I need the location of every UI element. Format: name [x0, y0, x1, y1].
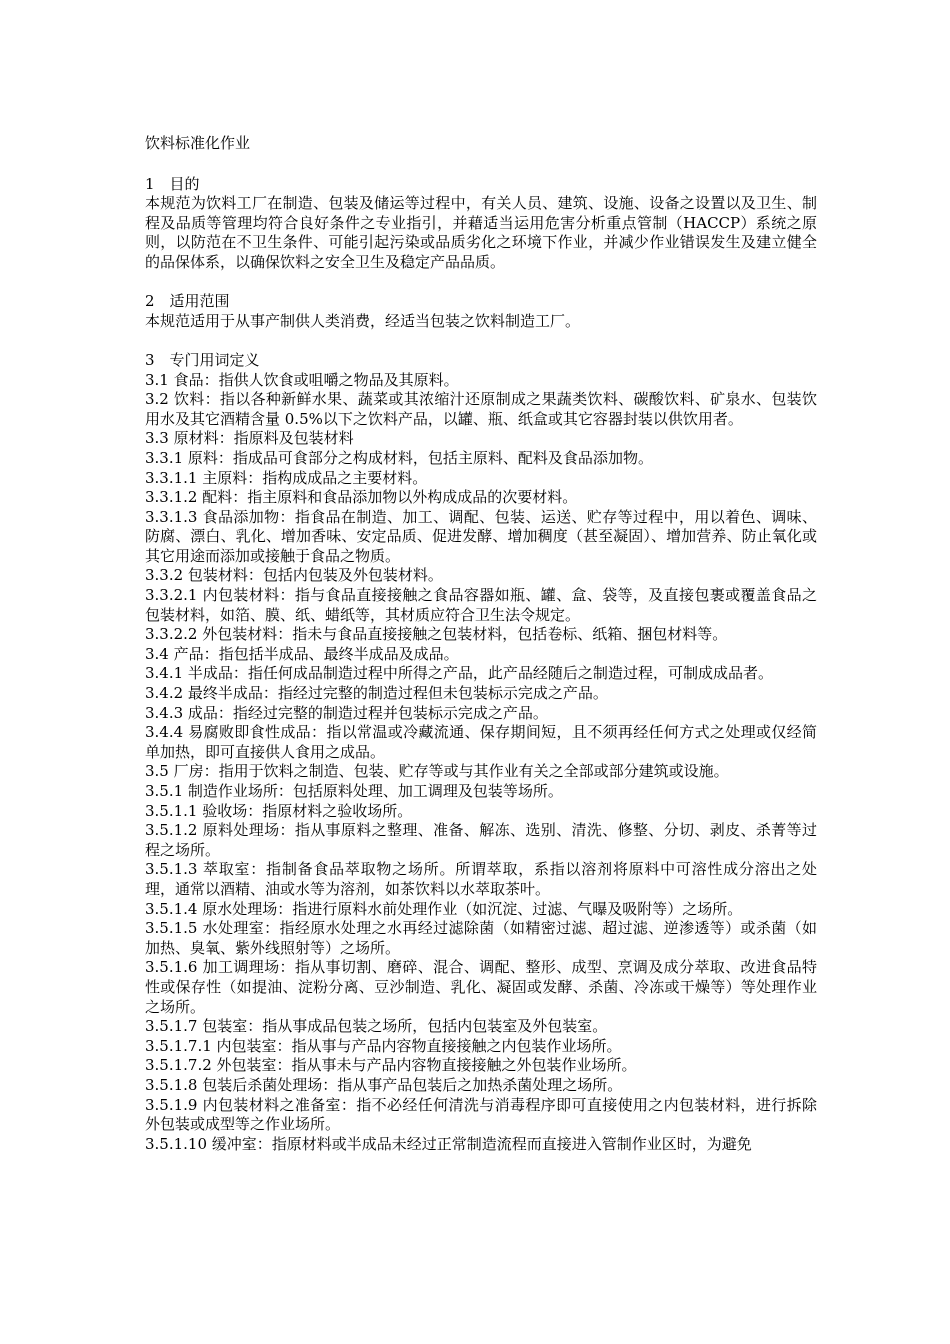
definition-item: 3.5.1.3 萃取室：指制备食品萃取物之场所。所谓萃取，系指以溶剂将原料中可溶性成分溶出之处理，通常以酒精、油或水等为溶剂，如茶饮料以水萃取茶叶。	[145, 860, 817, 898]
definition-item: 3.5.1.7.1 内包装室：指从事与产品内容物直接接触之内包装作业场所。	[145, 1036, 622, 1055]
definition-item: 3.2 饮料：指以各种新鲜水果、蔬菜或其浓缩汁还原制成之果蔬类饮料、碳酸饮料、矿泉水、包装饮用水及其它酒精含量 0.5%以下之饮料产品，以罐、瓶、纸盒或其它容器封装以供饮用者。	[145, 390, 817, 428]
section-1-body: 本规范为饮料工厂在制造、包装及储运等过程中，有关人员、建筑、设施、设备之设置以及卫生、制程及品质等管理均符合良好条件之专业指引，并藉适当运用危害分析重点管制（HACCP）系统之原则，以防范在不卫生条件、可能引起污染或品质劣化之环境下作业，并减少作业错误发生及建立健全的品保体系，以确保饮料之安全卫生及稳定产品品质。	[145, 194, 817, 271]
document-title: 饮料标准化作业	[145, 134, 251, 152]
section-2-heading: 2 适用范围	[145, 292, 230, 311]
definition-item: 3.5.1.7.2 外包装室：指从事未与产品内容物直接接触之外包装作业场所。	[145, 1056, 637, 1075]
definition-item: 3.3.1.3 食品添加物：指食品在制造、加工、调配、包装、运送、贮存等过程中，用以着色、调味、防腐、漂白、乳化、增加香味、安定品质、促进发酵、增加稠度（甚至凝固）、增加营养、防止氧化或其它用途而添加或接触于食品之物质。	[145, 507, 817, 565]
definition-item: 3.5.1.4 原水处理场：指进行原料水前处理作业（如沉淀、过滤、气曝及吸附等）之场所。	[145, 899, 743, 918]
spacer	[145, 273, 817, 293]
spacer	[145, 331, 817, 351]
definition-item: 3.5.1.9 内包装材料之准备室：指不必经任何清洗与消毒程序即可直接使用之内包装材料，进行拆除外包装或成型等之作业场所。	[145, 1095, 817, 1134]
definition-item: 3.5.1.6 加工调理场：指从事切割、磨碎、混合、调配、整形、成型、烹调及成分萃取、改进食品特性或保存性（如提油、淀粉分离、豆沙制造、乳化、凝固或发酵、杀菌、冷冻或干燥等）等处理作业之场所。	[145, 958, 817, 1016]
definition-item: 3.3.2.1 内包装材料：指与食品直接接触之食品容器如瓶、罐、盒、袋等，及直接包裹或覆盖食品之包装材料，如箔、膜、纸、蜡纸等，其材质应符合卫生法令规定。	[145, 586, 817, 624]
definition-item: 3.3.1.1 主原料：指构成成品之主要材料。	[145, 468, 428, 487]
definition-item: 3.3.1.2 配料：指主原料和食品添加物以外构成成品的次要材料。	[145, 488, 578, 507]
definition-item: 3.5.1 制造作业场所：包括原料处理、加工调理及包装等场所。	[145, 782, 563, 800]
definition-item: 3.3 原材料：指原料及包装材料	[145, 429, 354, 448]
definition-item: 3.4 产品：指包括半成品、最终半成品及成品。	[145, 644, 459, 663]
definition-item: 3.4.1 半成品：指任何成品制造过程中所得之产品，此产品经随后之制造过程，可制成成品者。	[145, 664, 773, 683]
definition-item: 3.4.4 易腐败即食性成品：指以常温或冷藏流通、保存期间短，且不须再经任何方式之处理或仅经简单加热，即可直接供人食用之成品。	[145, 723, 817, 761]
definition-item: 3.5.1.2 原料处理场：指从事原料之整理、准备、解冻、选别、清洗、修整、分切、剥皮、杀菁等过程之场所。	[145, 821, 817, 859]
document-page	[145, 134, 817, 1154]
definition-item: 3.3.2 包装材料：包括内包装及外包装材料。	[145, 566, 443, 585]
section-3-heading: 3 专门用词定义	[145, 350, 260, 369]
definition-item: 3.5.1.7 包装室：指从事成品包装之场所，包括内包装室及外包装室。	[145, 1017, 608, 1036]
section-1-heading: 1 目的	[145, 174, 200, 193]
definition-item: 3.5.1.10 缓冲室：指原材料或半成品未经过正常制造流程而直接进入管制作业区时，为避免	[145, 1134, 752, 1153]
section-2-body: 本规范适用于从事产制供人类消费，经适当包装之饮料制造工厂。	[145, 311, 581, 330]
definition-item: 3.4.3 成品：指经过完整的制造过程并包装标示完成之产品。	[145, 703, 548, 722]
definition-item: 3.1 食品：指供人饮食或咀嚼之物品及其原料。	[145, 370, 459, 389]
definition-item: 3.5.1.5 水处理室：指经原水处理之水再经过滤除菌（如精密过滤、超过滤、逆渗透等）或杀菌（如加热、臭氧、紫外线照射等）之场所。	[145, 919, 817, 957]
definition-item: 3.5.1.8 包装后杀菌处理场：指从事产品包装后之加热杀菌处理之场所。	[145, 1075, 623, 1094]
definition-item: 3.3.2.2 外包装材料：指未与食品直接接触之包装材料，包括卷标、纸箱、捆包材料等。	[145, 625, 728, 644]
definition-item: 3.3.1 原料：指成品可食部分之构成材料，包括主原料、配料及食品添加物。	[145, 448, 653, 467]
definition-item: 3.5 厂房：指用于饮料之制造、包装、贮存等或与其作业有关之全部或部分建筑或设施。	[145, 762, 729, 781]
definition-item: 3.5.1.1 验收场：指原材料之验收场所。	[145, 801, 413, 820]
definition-item: 3.4.2 最终半成品：指经过完整的制造过程但未包装标示完成之产品。	[145, 684, 608, 703]
